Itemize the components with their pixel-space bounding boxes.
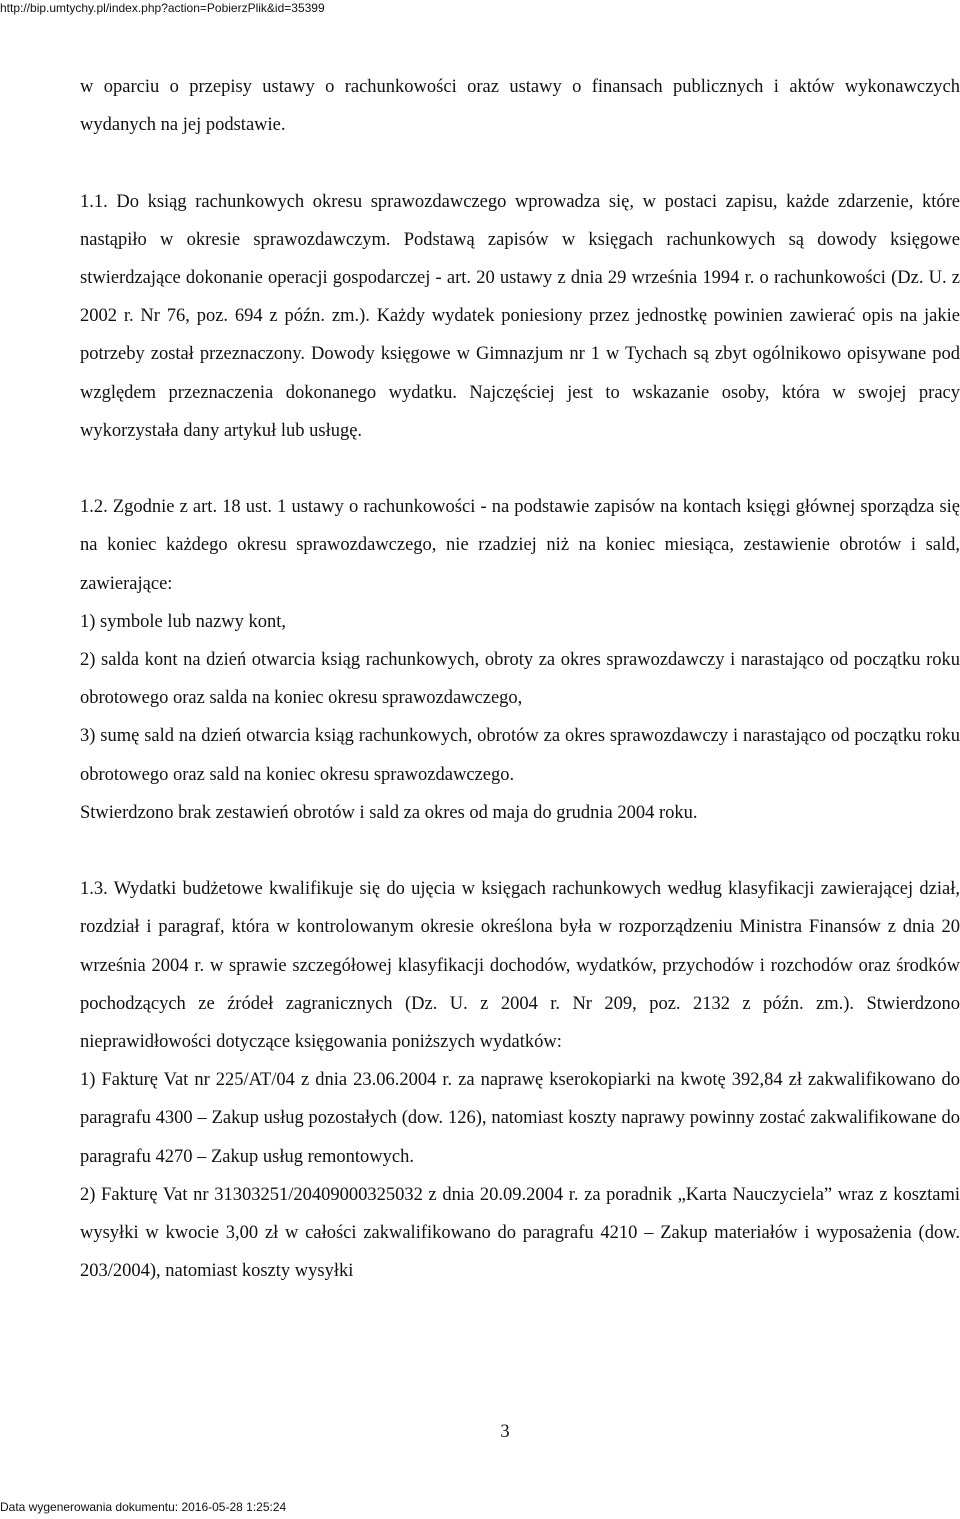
paragraph-1-2: 1.2. Zgodnie z art. 18 ust. 1 ustawy o rachunkowości - na podstawie zapisów na kontach księgi głównej sporządza się na koniec każdego okresu sprawozdawczego, nie rzadziej niż na koniec miesiąca, zestawienie obrotów i sald, zawierające: [80, 497, 960, 594]
list-item-2: 2) salda kont na dzień otwarcia ksiąg rachunkowych, obroty za okres sprawozdawczy i narastająco od początku roku obrotowego oraz salda na koniec okresu sprawozdawczego, [80, 650, 960, 709]
list-item-3: 3) sumę sald na dzień otwarcia ksiąg rachunkowych, obrotów za okres sprawozdawczy i narastająco od początku roku obrotowego oraz sald na koniec okresu sprawozdawczego. [80, 726, 960, 785]
paragraph-finding: Stwierdzono brak zestawień obrotów i sald za okres od maja do grudnia 2004 roku. [80, 802, 698, 823]
list-item-1: 1) symbole lub nazwy kont, [80, 611, 287, 632]
document-body [80, 68, 960, 1290]
page-number: 3 [500, 1422, 510, 1442]
paragraph-intro: w oparciu o przepisy ustawy o rachunkowości oraz ustawy o finansach publicznych i aktów wykonawczych wydanych na jej podstawie. [80, 77, 960, 136]
footer-generation-date: Data wygenerowania dokumentu: 2016-05-28 1:25:24 [0, 1500, 287, 1514]
list-item-invoice-2: 2) Fakturę Vat nr 31303251/20409000325032 z dnia 20.09.2004 r. za poradnik „Karta Nauczyciela” wraz z kosztami wysyłki w kwocie 3,00 zł w całości zakwalifikowano do paragrafu 4210 – Zakup materiałów i wyposażenia (dow. 203/2004), natomiast koszty wysyłki [80, 1184, 960, 1282]
paragraph-1-1: 1.1. Do ksiąg rachunkowych okresu sprawozdawczego wprowadza się, w postaci zapisu, każde zdarzenie, które nastąpiło w okresie sprawozdawczym. Podstawą zapisów w księgach rachunkowych są dowody księgowe stwierdzające dokonanie operacji gospodarczej - art. 20 ustawy z dnia 29 września 1994 r. o rachunkowości (Dz. U. z 2002 r. Nr 76, poz. 694 z późn. zm.). Każdy wydatek poniesiony przez jednostkę powinien zawierać opis na jakie potrzeby został przeznaczony. Dowody księgowe w Gimnazjum nr 1 w Tychach są zbyt ogólnikowo opisywane pod względem przeznaczenia dokonanego wydatku. Najczęściej jest to wskazanie osoby, która w swojej pracy wykorzystała dany artykuł lub usługę. [80, 191, 960, 441]
paragraph-1-3: 1.3. Wydatki budżetowe kwalifikuje się do ujęcia w księgach rachunkowych według klasyfikacji zawierającej dział, rozdział i paragraf, która w kontrolowanym okresie określona była w rozporządzeniu Ministra Finansów z dnia 20 września 2004 r. w sprawie szczegółowej klasyfikacji dochodów, wydatków, przychodów i rozchodów oraz środków pochodzących ze źródeł zagranicznych (Dz. U. z 2004 r. Nr 209, poz. 2132 z późn. zm.). Stwierdzono nieprawidłowości dotyczące księgowania poniższych wydatków: [80, 879, 960, 1053]
list-item-invoice-1: 1) Fakturę Vat nr 225/AT/04 z dnia 23.06.2004 r. za naprawę kserokopiarki na kwotę 392,84 zł zakwalifikowano do paragrafu 4300 – Zakup usług pozostałych (dow. 126), natomiast koszty naprawy powinny zostać zakwalifikowane do paragrafu 4270 – Zakup usług remontowych. [80, 1070, 960, 1167]
header-url: http://bip.umtychy.pl/index.php?action=PobierzPlik&id=35399 [0, 1, 325, 15]
